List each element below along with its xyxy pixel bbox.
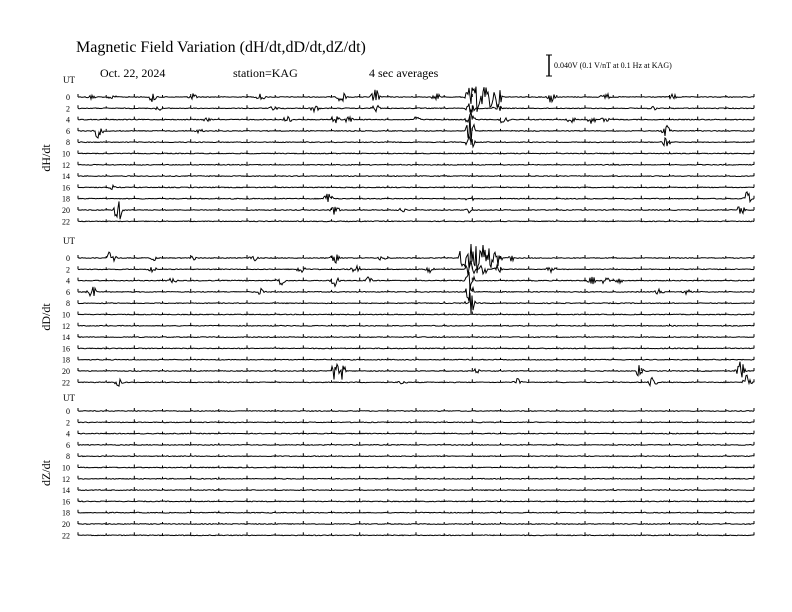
hour-label: 2 xyxy=(66,265,70,275)
panel-name: dZ/dt xyxy=(39,460,53,486)
hour-label: 18 xyxy=(62,194,70,204)
scale-bar xyxy=(546,55,552,76)
hour-label: 4 xyxy=(66,429,70,439)
hour-label: 18 xyxy=(62,508,70,518)
hour-label: 6 xyxy=(66,440,70,450)
averaging-label: 4 sec averages xyxy=(369,66,439,80)
hour-label: 22 xyxy=(62,531,70,541)
hour-label: 6 xyxy=(66,126,70,136)
trace-row xyxy=(78,285,754,302)
hour-label: 2 xyxy=(66,418,70,428)
hour-label: 0 xyxy=(66,407,70,416)
hour-label: 22 xyxy=(62,378,70,388)
hour-label: 16 xyxy=(62,497,70,507)
chart-title: Magnetic Field Variation (dH/dt,dD/dt,dZ/dt) xyxy=(76,39,366,56)
hour-label: 14 xyxy=(62,486,70,496)
hour-label: 4 xyxy=(66,115,70,125)
hour-label: 6 xyxy=(66,287,70,297)
hour-label: 8 xyxy=(66,452,70,462)
ut-label: UT xyxy=(63,75,75,85)
hour-label: 12 xyxy=(62,321,70,331)
panel-name: dH/dt xyxy=(39,144,53,172)
station-label: station=KAG xyxy=(233,66,298,80)
scale-label: 0.040V (0.1 V/nT at 0.1 Hz at KAG) xyxy=(554,61,672,70)
hour-label: 8 xyxy=(66,138,70,148)
ut-label: UT xyxy=(63,393,75,403)
hour-label: 20 xyxy=(62,520,70,529)
hour-label: 14 xyxy=(62,172,70,182)
panel-dH-dt xyxy=(39,75,754,226)
hour-label: 14 xyxy=(62,333,70,343)
hour-label: 16 xyxy=(62,183,70,193)
hour-label: 8 xyxy=(66,299,70,309)
hour-label: 18 xyxy=(62,355,70,365)
hour-label: 10 xyxy=(62,149,70,159)
hour-label: 10 xyxy=(62,463,70,473)
hour-label: 0 xyxy=(66,254,70,263)
hour-label: 10 xyxy=(62,310,70,320)
hour-label: 2 xyxy=(66,104,70,114)
hour-label: 16 xyxy=(62,344,70,354)
panel-dD-dt xyxy=(39,236,754,387)
hour-label: 22 xyxy=(62,217,70,227)
hour-label: 20 xyxy=(62,367,70,376)
hour-label: 4 xyxy=(66,276,70,286)
hour-label: 20 xyxy=(62,206,70,215)
hour-label: 12 xyxy=(62,474,70,484)
date-label: Oct. 22, 2024 xyxy=(100,66,166,80)
trace-row xyxy=(78,201,754,219)
hour-label: 0 xyxy=(66,93,70,102)
hour-label: 12 xyxy=(62,160,70,170)
panel-name: dD/dt xyxy=(39,303,53,331)
panel-dZ-dt xyxy=(39,393,754,540)
ut-label: UT xyxy=(63,236,75,246)
